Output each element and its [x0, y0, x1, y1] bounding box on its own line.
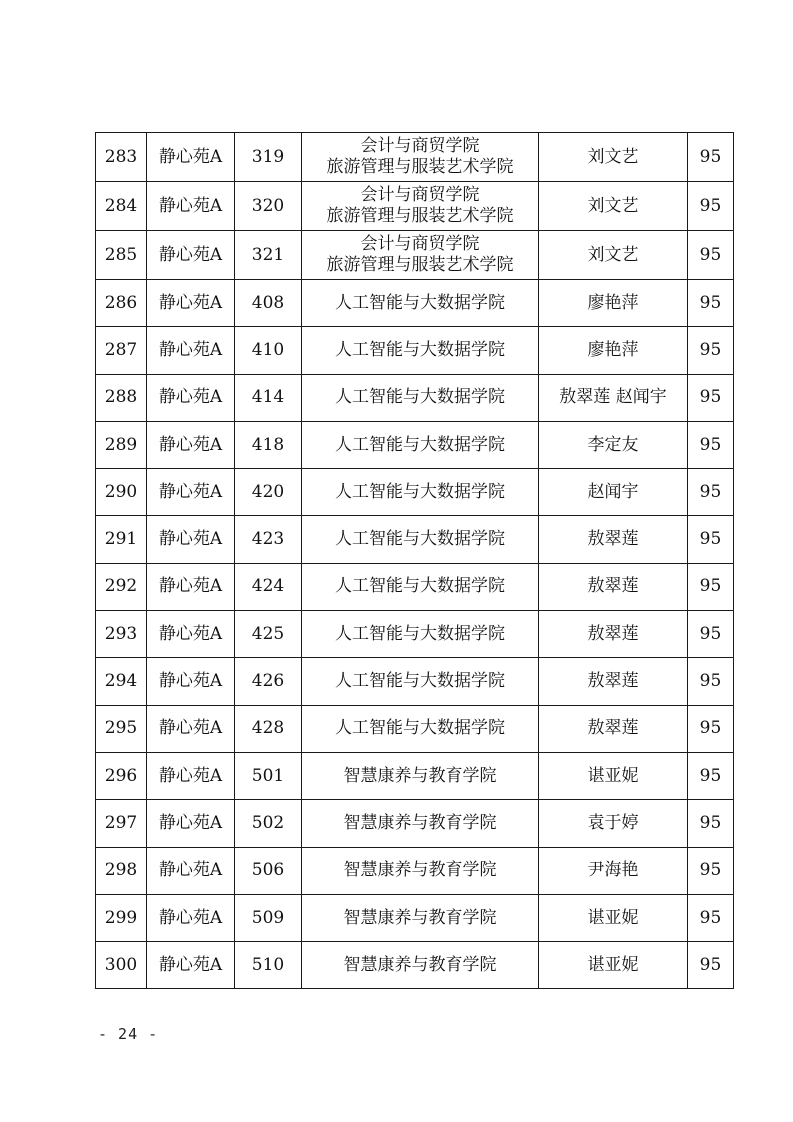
college-cell [302, 327, 539, 374]
college-name: 人工智能与大数据学院 [335, 387, 505, 408]
row-number-cell: 298 [96, 847, 147, 894]
room-number-cell: 408 [235, 280, 302, 327]
room-number-cell: 510 [235, 942, 302, 989]
table-row [96, 421, 734, 468]
room-number-cell: 506 [235, 847, 302, 894]
building-cell: 静心苑A [147, 894, 235, 941]
room-number-cell: 502 [235, 800, 302, 847]
building-cell: 静心苑A [147, 133, 235, 182]
building-cell: 静心苑A [147, 942, 235, 989]
college-cell [302, 563, 539, 610]
score-cell: 95 [688, 327, 734, 374]
row-number-cell: 289 [96, 421, 147, 468]
supervisor-names-cell: 廖艳萍 [539, 327, 688, 374]
score-cell: 95 [688, 563, 734, 610]
supervisor-names-cell: 敖翠莲 [539, 705, 688, 752]
room-number-cell: 501 [235, 752, 302, 799]
table-row [96, 705, 734, 752]
college-cell [302, 894, 539, 941]
row-number-cell: 294 [96, 658, 147, 705]
college-name: 智慧康养与教育学院 [343, 812, 497, 833]
score-cell: 95 [688, 516, 734, 563]
room-number-cell: 425 [235, 611, 302, 658]
room-number-cell: 418 [235, 421, 302, 468]
table-row [96, 182, 734, 231]
college-name: 人工智能与大数据学院 [335, 529, 505, 550]
college-name: 会计与商贸学院 [360, 234, 480, 254]
college-name: 人工智能与大数据学院 [335, 339, 505, 360]
college-name: 会计与商贸学院 [360, 136, 480, 156]
room-number-cell: 320 [235, 182, 302, 231]
table-row [96, 516, 734, 563]
room-number-cell: 423 [235, 516, 302, 563]
supervisor-names-cell: 谌亚妮 [539, 894, 688, 941]
score-cell: 95 [688, 374, 734, 421]
college-cell [302, 942, 539, 989]
table-row [96, 894, 734, 941]
score-cell: 95 [688, 280, 734, 327]
college-cell [302, 280, 539, 327]
score-cell: 95 [688, 847, 734, 894]
row-number-cell: 299 [96, 894, 147, 941]
supervisor-names-cell: 敖翠莲 [539, 658, 688, 705]
row-number-cell: 300 [96, 942, 147, 989]
table-row [96, 752, 734, 799]
row-number-cell: 296 [96, 752, 147, 799]
score-cell: 95 [688, 752, 734, 799]
supervisor-names-cell: 谌亚妮 [539, 752, 688, 799]
supervisor-names-cell: 敖翠莲 赵闻宇 [539, 374, 688, 421]
college-cell [302, 516, 539, 563]
supervisor-names-cell: 刘文艺 [539, 182, 688, 231]
table-row [96, 327, 734, 374]
row-number-cell: 288 [96, 374, 147, 421]
score-cell: 95 [688, 611, 734, 658]
room-number-cell: 424 [235, 563, 302, 610]
row-number-cell: 292 [96, 563, 147, 610]
page-number: - 24 - [98, 1025, 159, 1043]
supervisor-names-cell: 赵闻宇 [539, 469, 688, 516]
building-cell: 静心苑A [147, 658, 235, 705]
score-cell: 95 [688, 658, 734, 705]
row-number-cell: 285 [96, 231, 147, 280]
college-cell [302, 611, 539, 658]
row-number-cell: 284 [96, 182, 147, 231]
score-cell: 95 [688, 942, 734, 989]
college-cell [302, 658, 539, 705]
building-cell: 静心苑A [147, 280, 235, 327]
college-name: 人工智能与大数据学院 [335, 481, 505, 502]
room-number-cell: 319 [235, 133, 302, 182]
row-number-cell: 291 [96, 516, 147, 563]
row-number-cell: 293 [96, 611, 147, 658]
table-row [96, 231, 734, 280]
table-body [96, 133, 734, 989]
score-cell: 95 [688, 469, 734, 516]
building-cell: 静心苑A [147, 752, 235, 799]
college-cell [302, 705, 539, 752]
college-cell [302, 421, 539, 468]
table-row [96, 611, 734, 658]
college-name: 人工智能与大数据学院 [335, 576, 505, 597]
table-row [96, 469, 734, 516]
row-number-cell: 287 [96, 327, 147, 374]
table-row [96, 563, 734, 610]
supervisor-names-cell: 刘文艺 [539, 133, 688, 182]
room-number-cell: 321 [235, 231, 302, 280]
room-number-cell: 426 [235, 658, 302, 705]
college-name: 人工智能与大数据学院 [335, 718, 505, 739]
room-number-cell: 414 [235, 374, 302, 421]
college-cell [302, 469, 539, 516]
row-number-cell: 295 [96, 705, 147, 752]
college-name: 人工智能与大数据学院 [335, 623, 505, 644]
score-cell: 95 [688, 133, 734, 182]
supervisor-names-cell: 廖艳萍 [539, 280, 688, 327]
table-row [96, 133, 734, 182]
row-number-cell: 297 [96, 800, 147, 847]
building-cell: 静心苑A [147, 374, 235, 421]
building-cell: 静心苑A [147, 847, 235, 894]
score-cell: 95 [688, 182, 734, 231]
building-cell: 静心苑A [147, 421, 235, 468]
college-name: 智慧康养与教育学院 [343, 954, 497, 975]
row-number-cell: 290 [96, 469, 147, 516]
building-cell: 静心苑A [147, 327, 235, 374]
college-cell [302, 752, 539, 799]
row-number-cell: 283 [96, 133, 147, 182]
score-cell: 95 [688, 894, 734, 941]
building-cell: 静心苑A [147, 231, 235, 280]
table-row [96, 800, 734, 847]
supervisor-names-cell: 谌亚妮 [539, 942, 688, 989]
college-cell [302, 847, 539, 894]
room-number-cell: 509 [235, 894, 302, 941]
supervisor-names-cell: 袁于婷 [539, 800, 688, 847]
college-name: 智慧康养与教育学院 [343, 765, 497, 786]
building-cell: 静心苑A [147, 516, 235, 563]
college-name: 人工智能与大数据学院 [335, 434, 505, 455]
college-name: 旅游管理与服装艺术学院 [326, 255, 514, 275]
college-cell [302, 182, 539, 231]
table-row [96, 374, 734, 421]
college-name: 人工智能与大数据学院 [335, 671, 505, 692]
building-cell: 静心苑A [147, 705, 235, 752]
table-row [96, 658, 734, 705]
college-name: 旅游管理与服装艺术学院 [326, 206, 514, 226]
college-name: 会计与商贸学院 [360, 185, 480, 205]
college-name: 智慧康养与教育学院 [343, 907, 497, 928]
supervisor-names-cell: 敖翠莲 [539, 563, 688, 610]
supervisor-names-cell: 李定友 [539, 421, 688, 468]
score-cell: 95 [688, 705, 734, 752]
supervisor-names-cell: 敖翠莲 [539, 516, 688, 563]
college-name: 人工智能与大数据学院 [335, 292, 505, 313]
row-number-cell: 286 [96, 280, 147, 327]
college-cell [302, 133, 539, 182]
supervisor-names-cell: 刘文艺 [539, 231, 688, 280]
supervisor-names-cell: 敖翠莲 [539, 611, 688, 658]
college-cell [302, 800, 539, 847]
college-cell [302, 374, 539, 421]
college-cell [302, 231, 539, 280]
dormitory-score-table [95, 132, 734, 989]
score-cell: 95 [688, 800, 734, 847]
supervisor-names-cell: 尹海艳 [539, 847, 688, 894]
room-number-cell: 410 [235, 327, 302, 374]
college-name: 智慧康养与教育学院 [343, 860, 497, 881]
building-cell: 静心苑A [147, 182, 235, 231]
room-number-cell: 428 [235, 705, 302, 752]
score-cell: 95 [688, 231, 734, 280]
table-row [96, 280, 734, 327]
building-cell: 静心苑A [147, 563, 235, 610]
building-cell: 静心苑A [147, 800, 235, 847]
building-cell: 静心苑A [147, 611, 235, 658]
table-row [96, 942, 734, 989]
building-cell: 静心苑A [147, 469, 235, 516]
room-number-cell: 420 [235, 469, 302, 516]
score-cell: 95 [688, 421, 734, 468]
table-row [96, 847, 734, 894]
college-name: 旅游管理与服装艺术学院 [326, 157, 514, 177]
